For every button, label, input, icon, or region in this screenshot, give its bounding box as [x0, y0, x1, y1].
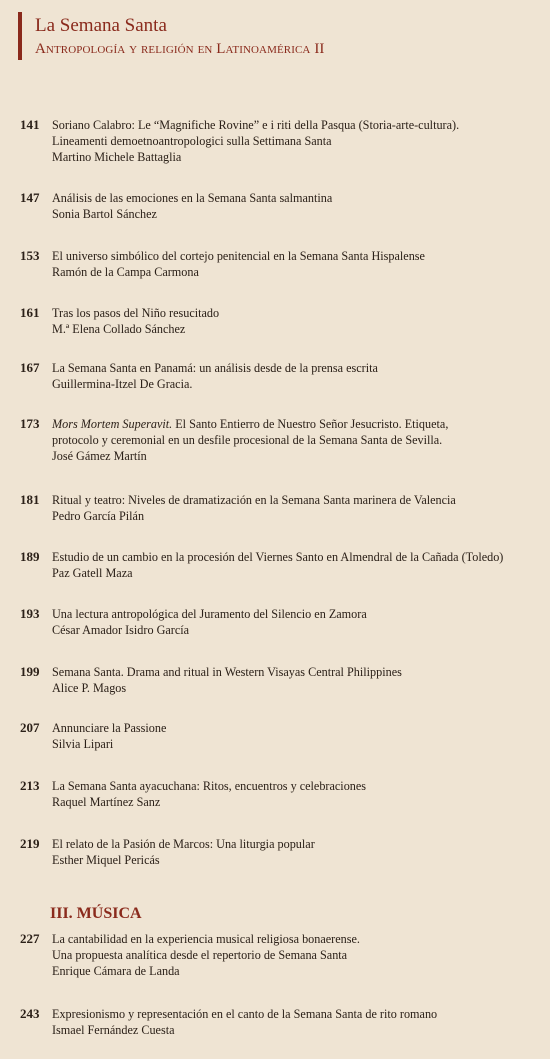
section-heading: III. MÚSICA	[50, 905, 142, 922]
entry-author: Ismael Fernández Cuesta	[52, 1023, 175, 1037]
entry-title: El universo simbólico del cortejo penitencial en la Semana Santa Hispalense	[52, 249, 425, 263]
entry-title: La cantabilidad en la experiencia musical religiosa bonaerense.	[52, 932, 360, 946]
entry-title: Semana Santa. Drama and ritual in Western Visayas Central Philippines	[52, 665, 402, 679]
page-number: 227	[20, 931, 40, 946]
entry-title: Análisis de las emociones en la Semana Santa salmantina	[52, 191, 333, 205]
entry-title: Lineamenti demoetnoantropologici sulla Settimana Santa	[52, 134, 332, 148]
entry-author: Enrique Cámara de Landa	[52, 964, 180, 978]
entry-author: Esther Miquel Pericás	[52, 853, 160, 867]
entry-author: Pedro García Pilán	[52, 509, 145, 523]
book-title: La Semana Santa	[35, 15, 167, 36]
entry-title: Soriano Calabro: Le “Magnifiche Rovine” e i riti della Pasqua (Storia-arte-cultura).	[52, 118, 460, 132]
entry-author: Ramón de la Campa Carmona	[52, 265, 199, 279]
entry-title-italic: Mors Mortem Superavit.	[52, 417, 173, 431]
entry-title: Una lectura antropológica del Juramento del Silencio en Zamora	[52, 607, 367, 621]
entry-author: Martino Michele Battaglia	[52, 150, 182, 164]
page-number: 141	[20, 117, 40, 132]
entry-title: La Semana Santa ayacuchana: Ritos, encuentros y celebraciones	[52, 779, 367, 793]
entry-title: El relato de la Pasión de Marcos: Una liturgia popular	[52, 837, 315, 851]
entry-title	[52, 416, 546, 432]
entry-title: Expresionismo y representación en el canto de la Semana Santa de rito romano	[52, 1007, 438, 1021]
entry-author: Paz Gatell Maza	[52, 566, 133, 580]
entry-author: Guillermina-Itzel De Gracia.	[52, 377, 193, 391]
entry-title: Annunciare la Passione	[52, 721, 167, 735]
entry-author: M.ª Elena Collado Sánchez	[52, 322, 186, 336]
entry-author: Raquel Martínez Sanz	[52, 795, 161, 809]
entry-title: Estudio de un cambio en la procesión del Viernes Santo en Almendral de la Cañada (Toledo)	[52, 550, 504, 564]
page-number: 199	[20, 664, 40, 679]
book-subtitle: Antropología y religión en Latinoamérica II	[35, 41, 325, 57]
page-number: 213	[20, 778, 40, 793]
entry-author: César Amador Isidro García	[52, 623, 190, 637]
page-number: 147	[20, 190, 40, 205]
page-number: 193	[20, 606, 40, 621]
page-number: 189	[20, 549, 40, 564]
page-number: 153	[20, 248, 40, 263]
page-number: 161	[20, 305, 40, 320]
entry-title: protocolo y ceremonial en un desfile procesional de la Semana Santa de Sevilla.	[52, 433, 443, 447]
page-number: 181	[20, 492, 40, 507]
entry-author: Silvia Lipari	[52, 737, 114, 751]
entry-title-rest: El Santo Entierro de Nuestro Señor Jesucristo. Etiqueta,	[172, 417, 449, 431]
page-number: 173	[20, 416, 40, 431]
entry-title: La Semana Santa en Panamá: un análisis desde de la prensa escrita	[52, 361, 378, 375]
entry-author: Alice P. Magos	[52, 681, 127, 695]
page-number: 219	[20, 836, 40, 851]
entry-title: Tras los pasos del Niño resucitado	[52, 306, 220, 320]
entry-author: José Gámez Martín	[52, 449, 147, 463]
page-number: 243	[20, 1006, 40, 1021]
page-number: 167	[20, 360, 40, 375]
page-number: 207	[20, 720, 40, 735]
entry-author: Sonia Bartol Sánchez	[52, 207, 157, 221]
entry-title: Una propuesta analítica desde el repertorio de Semana Santa	[52, 948, 348, 962]
entry-title: Ritual y teatro: Niveles de dramatización en la Semana Santa marinera de Valencia	[52, 493, 456, 507]
header-accent-bar	[18, 12, 22, 60]
